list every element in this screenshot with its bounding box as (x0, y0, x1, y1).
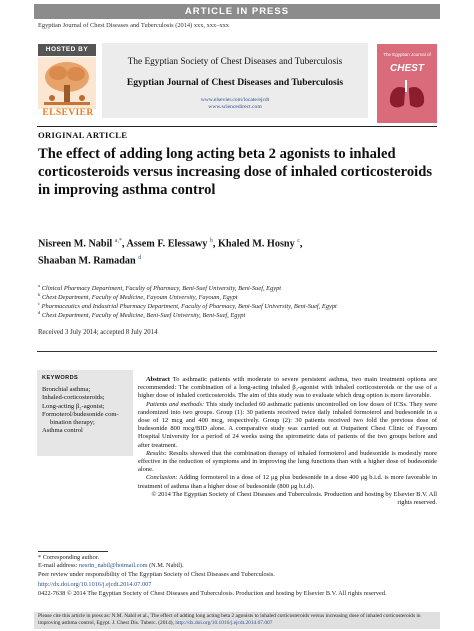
cover-title: The Egyptian Journal of (383, 52, 431, 57)
author-list (38, 234, 438, 269)
author-name: Shaaban M. Ramadan (38, 255, 136, 267)
conclusion-label: Conclusion: (146, 474, 178, 482)
keyword-item: Formoterol/budesonide com- (42, 410, 119, 418)
author-separator: , (299, 238, 303, 250)
author-name: Assem F. Elessawy (126, 238, 208, 250)
abstract-methods: This study included 60 asthmatic patients uncontrolled on low doses of ICSs. They were randomized into two groups. Group (1): 30 patients received twice daily inhaled formoterol and budesonide in a dose of 12 mcg and 400 mcg, respectively. Group (2): 30 patients received two fold the previous dose of budesonide 800 mcg/BID alone. A comparative study was carried out at Outpatient Chest Clinic of Fayoum Hospital University for a period of 24 weeks using the spirometric data of patients of the two groups before and after treatment. (138, 400, 437, 449)
section-divider (37, 351, 437, 352)
email-label: E-mail address: (38, 562, 79, 570)
keyword-item: Inhaled-corticosteroids; (42, 394, 105, 402)
journal-masthead (102, 43, 368, 118)
affiliation-text: Chest Department, Faculty of Medicine, Fayoum University, Fayoum, Egypt (41, 294, 238, 302)
author-name: Nisreen M. Nabil (38, 238, 113, 250)
methods-label: Patients and methods: (146, 400, 205, 408)
citation-doi-link[interactable]: http://dx.doi.org/10.1016/j.ejcdt.2014.07.007 (175, 620, 273, 626)
journal-url[interactable]: www.elsevier.com/locate/ejcdt (200, 97, 270, 103)
author-separator: , (212, 238, 218, 250)
abstract (138, 376, 437, 507)
cover-chest-word: CHEST (390, 63, 424, 74)
affiliation-text: Clinical Pharmacy Department, Faculty of Pharmacy, Beni-Suef University, Beni-Suef, Egypt (41, 285, 282, 293)
footnotes (38, 554, 438, 598)
elsevier-tree-logo (38, 57, 96, 109)
hosted-by-label: HOSTED BY (38, 44, 96, 56)
article-title: The effect of adding long acting beta 2 agonists to inhaled corticosteroids versus increasing dose of inhaled corticosteroids in improving asthma control (38, 146, 432, 198)
sciencedirect-url[interactable]: www.sciencedirect.com (208, 104, 262, 110)
author-name: Khaled M. Hosny (217, 238, 295, 250)
affiliation-marker: c (38, 301, 41, 306)
keywords-box (37, 370, 133, 456)
abstract-background: To asthmatic patients with moderate to severe persistent asthma, two main treatment options are recommended: The combination of a long-acting inhaled β₂-agonist with inhaled corticosteroids or the use of a higher dose of inhaled corticosteroids. The aim of this study was to evaluate which drug option is more favorable. (138, 376, 437, 400)
journal-name: Egyptian Journal of Chest Diseases and Tuberculosis (126, 77, 344, 88)
email-line (38, 562, 438, 570)
affiliation-text: Pharmaceutics and Industrial Pharmacy Department, Faculty of Pharmacy, Beni-Suef University, Beni-Suef, Egypt (41, 303, 337, 311)
author-affiliation-marker[interactable]: a,* (114, 238, 122, 244)
results-label: Results: (146, 449, 167, 457)
peer-review-note: Peer review under responsibility of The Egyptian Society of Chest Diseases and Tuberculosis. (38, 570, 275, 578)
lungs-icon (387, 78, 427, 110)
doi-link[interactable]: http://dx.doi.org/10.1016/j.ejcdt.2014.07.007 (38, 581, 152, 589)
abstract-label: Abstract (146, 376, 170, 383)
issn-copyright-line: 0422-7638 © 2014 The Egyptian Society of Chest Diseases and Tuberculosis. Production and hosting by Elsevier B.V. All rights reserved. (38, 589, 387, 597)
cite-this-article-box (34, 612, 440, 629)
affiliation-marker: b (38, 292, 41, 297)
author-affiliation-marker[interactable]: b (209, 238, 213, 244)
abstract-conclusion: Adding formoterol in a dose of 12 μg plus budesonide in a dose 400 μg b.i.d. is more favorable in treatment of asthma than a higher dose of budesonide (800 μg b.i.d). (138, 474, 437, 490)
citation-text: Please cite this article in press as: N.M. Nabil et al., The effect of adding long acting beta 2 agonists to inhaled corticosteroids versus increasing dose of inhaled corticosteroids in improving asthma control, Egypt. J. Chest Dis. Tuberc. (2014), (38, 613, 421, 626)
society-name: The Egyptian Society of Chest Diseases and Tuberculosis (127, 57, 343, 67)
journal-citation: Egyptian Journal of Chest Diseases and Tuberculosis (2014) xxx, xxx–xxx (38, 22, 229, 29)
keyword-item: bination therapy; (50, 419, 95, 427)
corresponding-author-note: * Corresponding author. (38, 554, 100, 561)
affiliation (38, 309, 438, 320)
affiliation-marker: d (38, 310, 41, 315)
keywords-list (42, 386, 130, 436)
footnote-divider (38, 551, 108, 552)
keyword-item: Long-acting β₂-agonist; (42, 402, 105, 410)
abstract-copyright: © 2014 The Egyptian Society of Chest Diseases and Tuberculosis. Production and hosting by Elsevier B.V. All rights reserved. (151, 490, 437, 507)
email-suffix: (N.M. Nabil). (147, 562, 184, 570)
affiliation-text: Chest Department, Faculty of Medicine, Beni-Suef University, Beni-Suef, Egypt (41, 312, 246, 320)
received-dates: Received 3 July 2014; accepted 8 July 2014 (38, 329, 158, 336)
keyword-item: Bronchial asthma; (42, 386, 91, 393)
email-link[interactable]: nesrin_nabil@hotmail.com (78, 562, 148, 570)
article-type: ORIGINAL ARTICLE (38, 130, 128, 140)
author-affiliation-marker[interactable]: c (297, 238, 300, 244)
journal-cover-thumbnail (377, 44, 437, 123)
keyword-item: Asthma control (42, 427, 83, 435)
affiliation-marker: a (38, 283, 41, 288)
header-divider (37, 126, 437, 127)
author-affiliation-marker[interactable]: d (138, 255, 142, 262)
author-separator: , (121, 238, 127, 250)
keywords-heading: KEYWORDS (42, 375, 79, 381)
elsevier-logo-text: ELSEVIER (42, 108, 94, 118)
article-in-press-banner: ARTICLE IN PRESS (34, 4, 440, 19)
abstract-results: Results showed that the combination therapy of inhaled formoterol and budesonide is modestly more effective in the reduction of symptoms and in improving the lung functions than with a higher dose of budesonide alone. (138, 449, 437, 474)
